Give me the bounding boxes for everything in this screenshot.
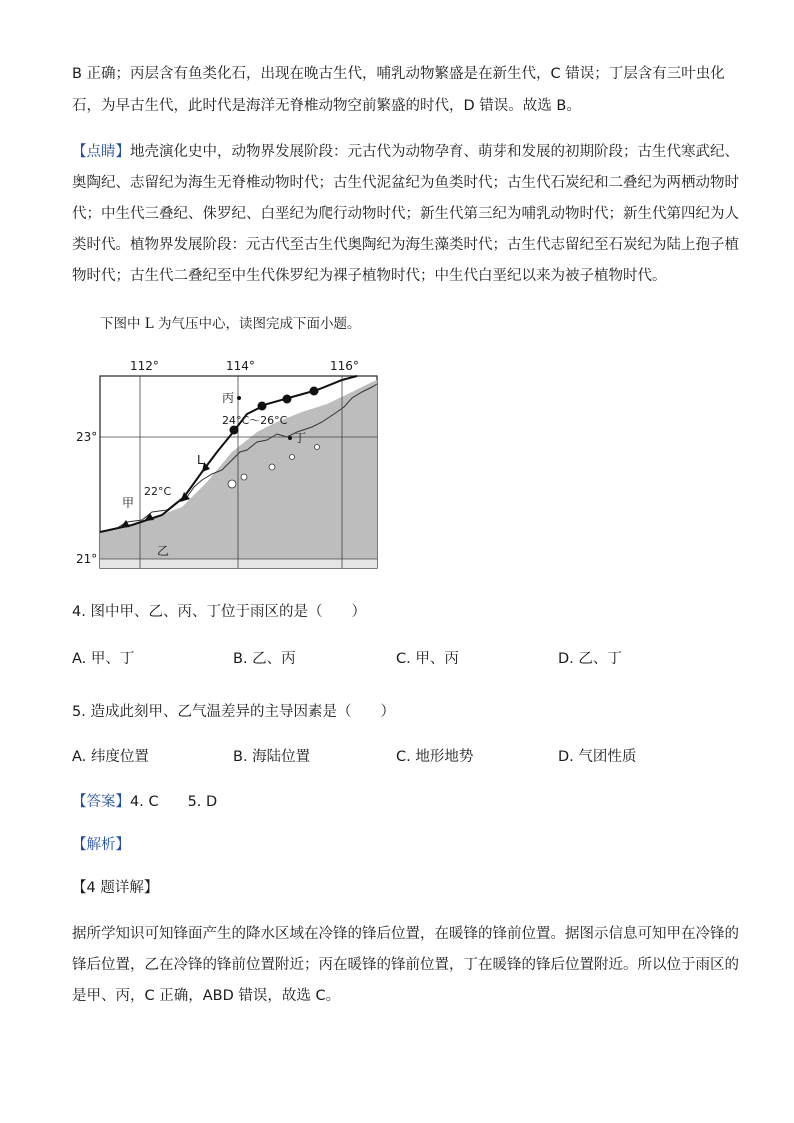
island [228,480,236,488]
temp-label-22: 22°C [144,485,172,498]
lon-label-116: 116° [330,359,359,373]
dianjing-line-1 [72,140,739,161]
lon-label-114: 114° [226,359,255,373]
island [269,464,275,470]
text-line: 物时代；古生代二叠纪至中生代侏罗纪为裸子植物时代；中生代白垩纪以来为被子植物时代。 [72,268,667,284]
label-bing: 丙 [222,391,235,405]
q5-option-a: A. 纬度位置 [72,749,149,765]
analysis-tag: 【解析】 [72,837,130,853]
q4-option-d: D. 乙、丁 [558,651,622,667]
q4-option-a: A. 甲、丁 [72,651,135,667]
q4-option-c: C. 甲、丙 [396,651,459,667]
analysis-heading [72,833,130,854]
lon-label-112: 112° [130,359,159,373]
lat-label-21: 21° [76,552,98,566]
answer-line [72,790,217,811]
answer-text: 4. C 5. D [130,794,218,810]
temp-label-24-26: 24°C～26°C [222,414,288,427]
text-line: B 正确；丙层含有鱼类化石，出现在晚古生代，哺乳动物繁盛是在新生代，C 错误；丁层含有三叶虫化 [72,66,725,82]
text-line: 类时代。植物界发展阶段：元古代至古生代奥陶纪为海生藻类时代；古生代志留纪至石炭纪为陆上孢子植 [72,237,739,253]
q5-option-b: B. 海陆位置 [233,749,311,765]
text-line: 奥陶纪、志留纪为海生无脊椎动物时代；古生代泥盆纪为鱼类时代；古生代石炭纪和二叠纪为两栖动物时 [72,175,739,191]
lat-label-23: 23° [76,430,98,444]
text-line: 石，为早古生代，此时代是海洋无脊椎动物空前繁盛的时代，D 错误。故选 B。 [72,98,581,114]
point-ding [288,436,292,440]
island [241,474,247,480]
island [290,455,295,460]
warm-front-semicircle [310,387,319,396]
label-ding: 丁 [294,431,307,445]
text-line: 代；中生代三叠纪、侏罗纪、白垩纪为爬行动物时代；新生代第三纪为哺乳动物时代；新生代第四纪为人 [72,206,739,222]
point-bing [237,396,241,400]
text-line: 是甲、丙，C 正确，ABD 错误，故选 C。 [72,988,341,1004]
warm-front-semicircle [258,402,267,411]
text-span: 地壳演化史中，动物界发展阶段：元古代为动物孕育、萌芽和发展的初期阶段；古生代寒武纪、 [130,144,739,160]
detail4-heading: 【4 题详解】 [72,880,159,896]
q5-option-d: D. 气团性质 [558,749,637,765]
island [315,445,320,450]
question-intro: 下图中 L 为气压中心，读图完成下面小题。 [100,316,361,332]
warm-front-semicircle [283,395,292,404]
label-L: L [197,453,204,467]
label-jia: 甲 [122,496,135,510]
q5-option-c: C. 地形地势 [396,749,474,765]
weather-front-map [72,352,382,572]
text-line: 据所学知识可知锋面产生的降水区域在冷锋的锋后位置，在暖锋的锋前位置。据图示信息可知甲在冷锋的 [72,926,739,942]
q4-option-b: B. 乙、丙 [233,651,296,667]
label-yi: 乙 [157,544,170,558]
text-line: 锋后位置，乙在冷锋的锋前位置附近；丙在暖锋的锋前位置，丁在暖锋的锋后位置附近。所以位于雨区的 [72,957,739,973]
dianjing-tag: 【点睛】 [72,144,130,160]
answer-tag: 【答案】 [72,794,130,810]
question-5-stem: 5. 造成此刻甲、乙气温差异的主导因素是（ ） [72,704,395,720]
question-4-stem: 4. 图中甲、乙、丙、丁位于雨区的是（ ） [72,604,366,620]
